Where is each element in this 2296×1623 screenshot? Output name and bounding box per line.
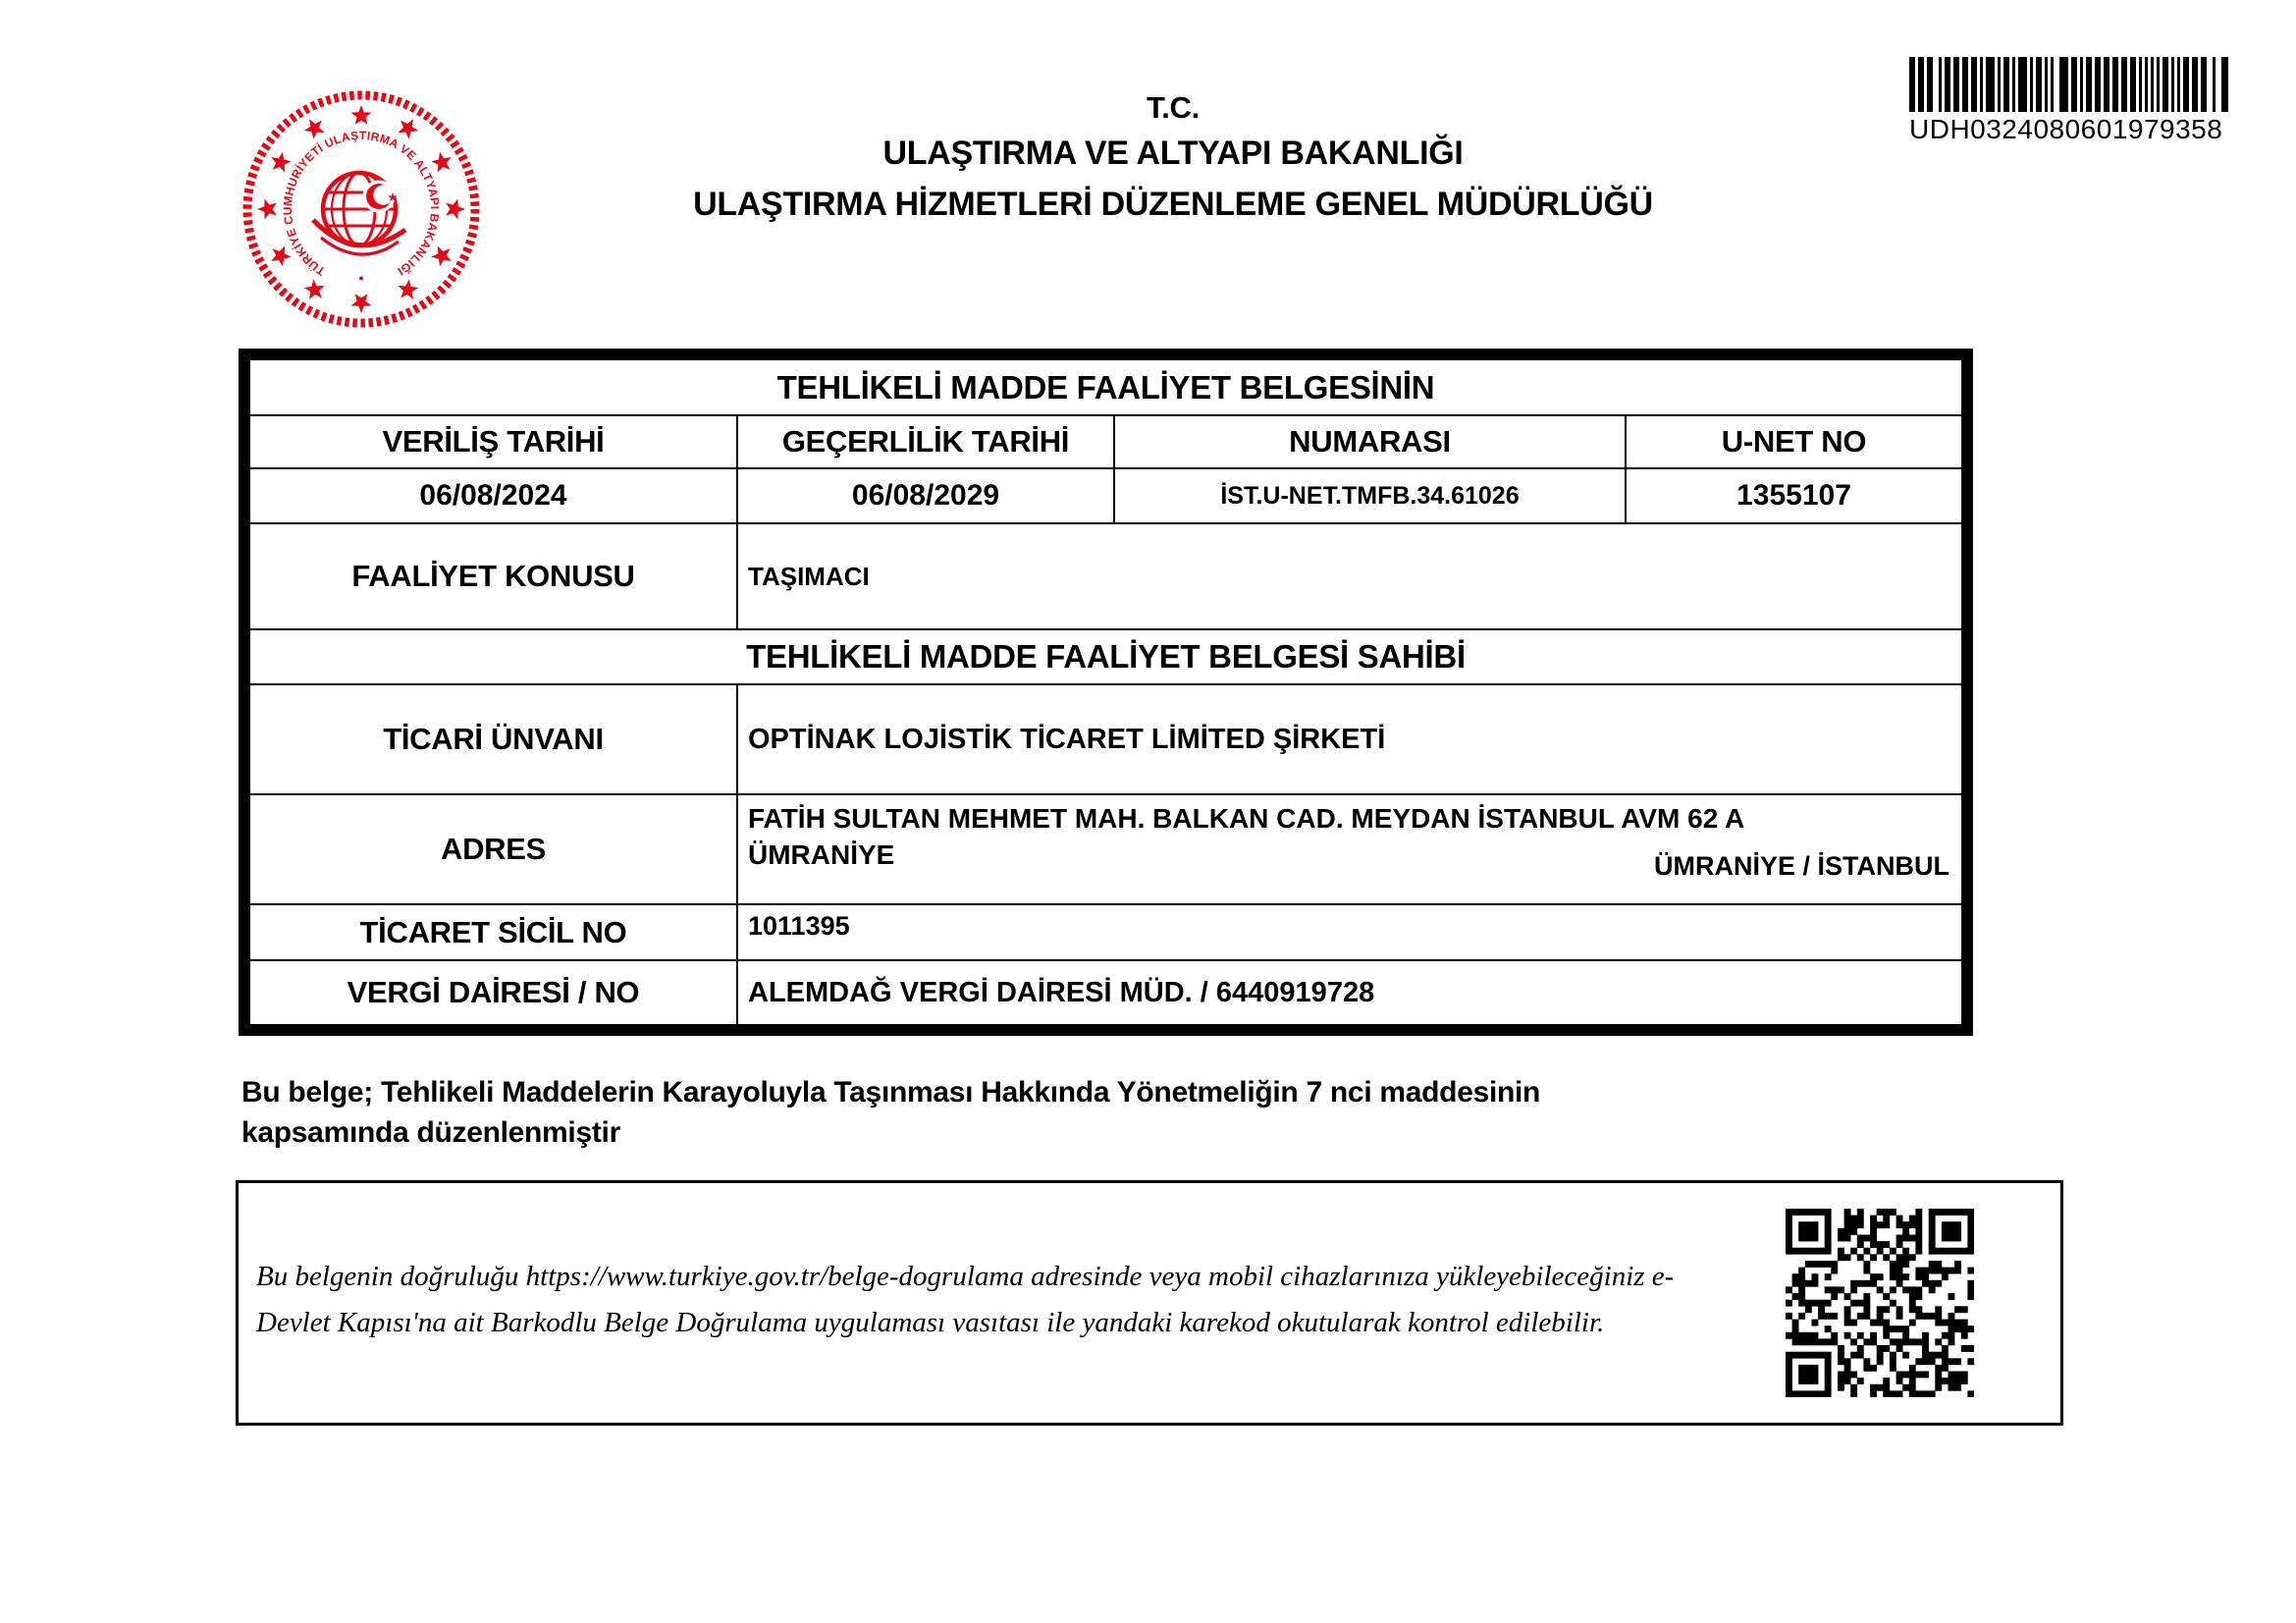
address-line1: FATİH SULTAN MEHMET MAH. BALKAN CAD. MEYDAN İSTANBUL AVM 62 A xyxy=(748,803,1745,834)
address-district: ÜMRANİYE / İSTANBUL xyxy=(1654,851,1949,881)
registry-row xyxy=(250,903,1961,959)
trade-name-value: OPTİNAK LOJİSTİK TİCARET LİMİTED ŞİRKETİ xyxy=(736,685,1961,793)
registry-label: TİCARET SİCİL NO xyxy=(359,914,627,949)
seal-separator-dot: • xyxy=(358,270,364,286)
activity-value: TAŞIMACI xyxy=(736,524,1961,628)
document-header xyxy=(677,90,1669,224)
column-header-row xyxy=(250,414,1961,467)
col-header-unet-no: U-NET NO xyxy=(1625,416,1961,467)
section1-title: TEHLİKELİ MADDE FAALİYET BELGESİNİN xyxy=(776,368,1435,406)
unet-no-value: 1355107 xyxy=(1625,469,1961,522)
section2-title: TEHLİKELİ MADDE FAALİYET BELGESİ SAHİBİ xyxy=(250,628,1961,683)
validity-date-value: 06/08/2029 xyxy=(736,469,1113,522)
barcode-text: UDH0324080601979358 xyxy=(1909,114,2223,144)
tax-row xyxy=(250,959,1961,1024)
seal-globe-icon xyxy=(313,173,405,254)
tax-value: ALEMDAĞ VERGİ DAİRESİ MÜD. / 6440919728 xyxy=(736,961,1961,1024)
header-ministry: ULAŞTIRMA VE ALTYAPI BAKANLIĞI xyxy=(882,135,1464,172)
regulation-footnote: Bu belge; Tehlikeli Maddelerin Karayoluyla Taşınması Hakkında Yönetmeliğin 7 nci maddesinin kapsamında düzenlenmiştir xyxy=(241,1076,1541,1150)
address-row xyxy=(250,793,1961,903)
certificate-number-value: İST.U-NET.TMFB.34.61026 xyxy=(1113,469,1625,522)
certificate-table xyxy=(239,349,1973,1036)
values-row xyxy=(250,467,1961,522)
col-header-number: NUMARASI xyxy=(1113,416,1625,467)
address-value xyxy=(736,795,1961,903)
registry-value: 1011395 xyxy=(736,905,1961,959)
issue-date-value: 06/08/2024 xyxy=(419,479,567,512)
ministry-seal-icon xyxy=(239,86,484,332)
barcode-image xyxy=(1909,57,2233,112)
col-header-issue-date: VERİLİŞ TARİHİ xyxy=(382,424,605,459)
tax-label: VERGİ DAİRESİ / NO xyxy=(347,975,640,1009)
activity-label: FAALİYET KONUSU xyxy=(351,559,635,593)
verification-box xyxy=(236,1180,2063,1426)
col-header-validity-date: GEÇERLİLİK TARİHİ xyxy=(736,416,1113,467)
address-line2: ÜMRANİYE xyxy=(748,839,895,870)
seal-circular-text: TÜRKİYE CUMHURİYETİ ULAŞTIRMA VE ALTYAPI BAKANLIĞI xyxy=(280,128,443,279)
trade-name-row xyxy=(250,683,1961,793)
barcode xyxy=(1909,57,2243,145)
address-label: ADRES xyxy=(440,832,546,866)
activity-row xyxy=(250,522,1961,628)
header-directorate: ULAŞTIRMA HİZMETLERİ DÜZENLEME GENEL MÜDÜRLÜĞÜ xyxy=(693,186,1653,223)
qr-code xyxy=(1786,1209,1974,1397)
trade-name-label: TİCARİ ÜNVANI xyxy=(383,722,604,756)
header-republic: T.C. xyxy=(1147,90,1200,125)
verification-text: Bu belgenin doğruluğu https://www.turkiye.gov.tr/belge-dogrulama adresinde veya mobil cihazlarınıza yükleyebileceğiniz e-Devlet Kapısı'na ait Barkodlu Belge Doğrulama uygulaması vasıtası ile yandaki karekod okutularak kontrol edilebilir. xyxy=(256,1261,1675,1338)
